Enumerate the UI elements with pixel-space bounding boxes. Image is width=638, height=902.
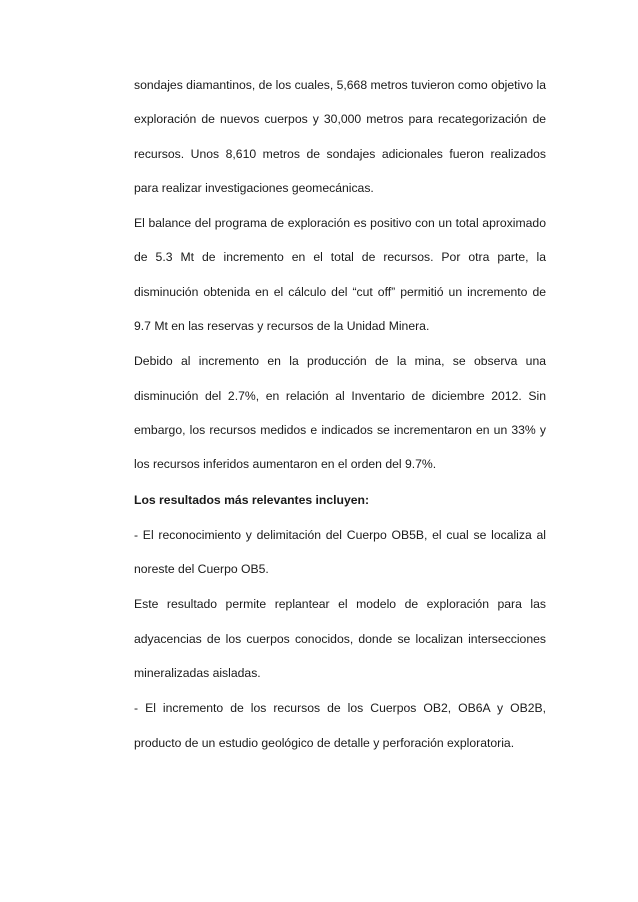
section-heading-results: Los resultados más relevantes incluyen: (134, 492, 370, 507)
list-item-ob2-ob6a-ob2b: - El incremento de los recursos de los Cuerpos OB2, OB6A y OB2B, producto de un estudio geológico de detalle y perforación exploratoria. (134, 701, 546, 750)
list-item-ob5b: - El reconocimiento y delimitación del Cuerpo OB5B, el cual se localiza al noreste del Cuerpo OB5. (134, 527, 546, 577)
paragraph-exploration-model: Este resultado permite replantear el modelo de exploración para las adyacencias de los cuerpos conocidos, donde se localizan intersecciones mineralizadas aisladas. (134, 597, 546, 681)
paragraph-production-decrease: Debido al incremento en la producción de la mina, se observa una disminución del 2.7%, en relación al Inventario de diciembre 2012. Sin embargo, los recursos medidos e indicados se incrementaron en un 33% y los recursos inferidos aumentaron en el orden del 9.7%. (134, 354, 546, 472)
paragraph-drilling-summary: sondajes diamantinos, de los cuales, 5,668 metros tuvieron como objetivo la exploración de nuevos cuerpos y 30,000 metros para recategorización de recursos. Unos 8,610 metros de sondajes adicionales fueron realizados para realizar investigaciones geomecánicas. (134, 78, 546, 195)
paragraph-exploration-balance: El balance del programa de exploración es positivo con un total aproximado de 5.3 Mt de incremento en el total de recursos. Por otra parte, la disminución obtenida en el cálculo del “cut off” permitió un incremento de 9.7 Mt en las reservas y recursos de la Unidad Minera. (134, 216, 546, 334)
document-body (134, 68, 546, 760)
